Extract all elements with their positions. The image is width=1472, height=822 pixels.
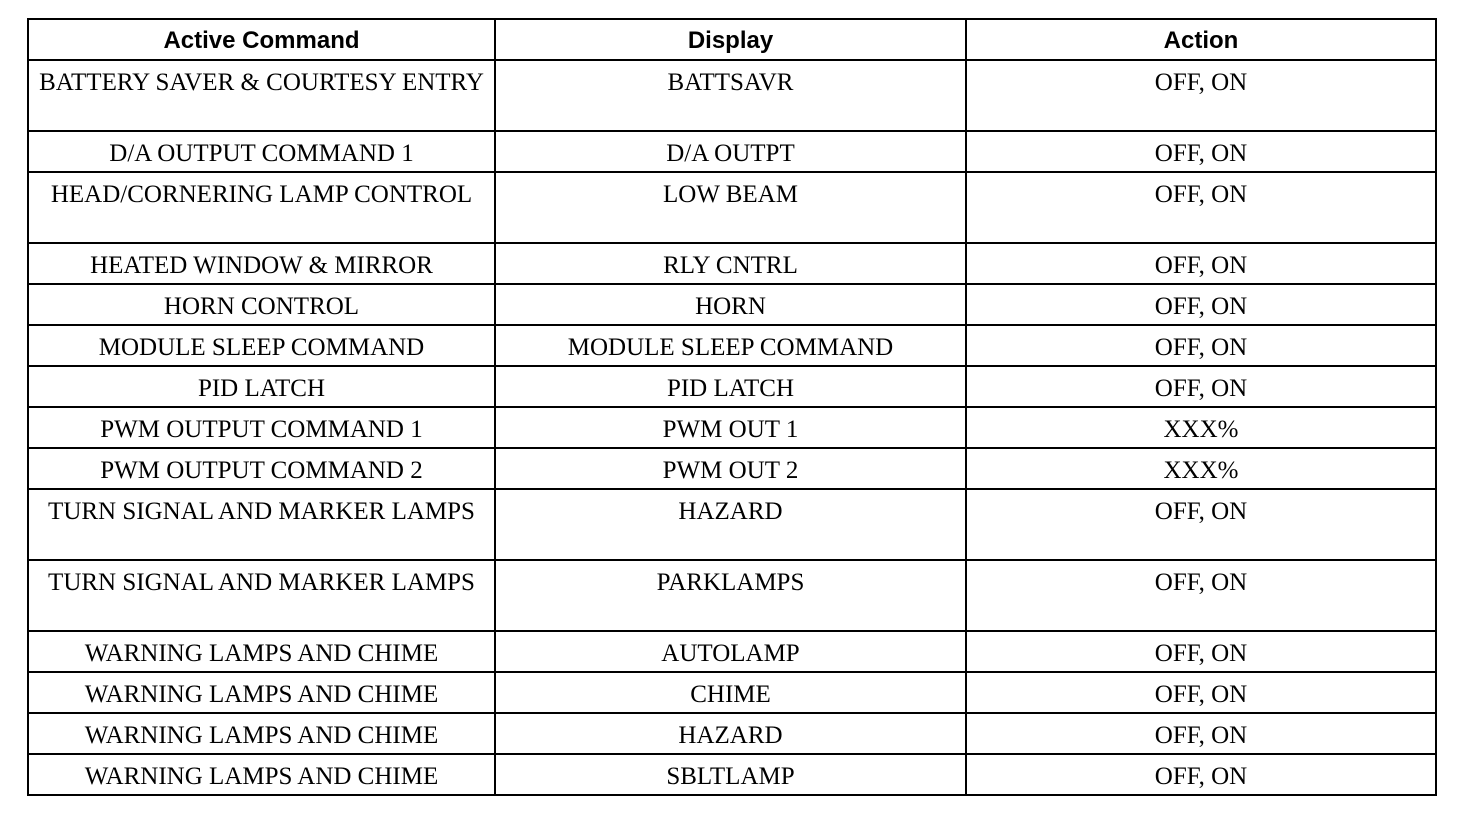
table-row (28, 754, 1436, 795)
table-row (28, 560, 1436, 631)
active-command-cell: D/A OUTPUT COMMAND 1 (28, 131, 495, 172)
active-command-cell: HEATED WINDOW & MIRROR (28, 243, 495, 284)
table-row (28, 407, 1436, 448)
table-row (28, 713, 1436, 754)
display-cell: BATTSAVR (495, 60, 966, 131)
action-cell: XXX% (966, 448, 1436, 489)
active-command-cell: WARNING LAMPS AND CHIME (28, 672, 495, 713)
display-cell: PID LATCH (495, 366, 966, 407)
table-header-row (28, 19, 1436, 60)
header-action: Action (966, 19, 1436, 60)
action-cell: OFF, ON (966, 366, 1436, 407)
active-command-cell: HORN CONTROL (28, 284, 495, 325)
active-command-cell: WARNING LAMPS AND CHIME (28, 631, 495, 672)
active-command-cell: PID LATCH (28, 366, 495, 407)
action-cell: OFF, ON (966, 713, 1436, 754)
action-cell: OFF, ON (966, 284, 1436, 325)
display-cell: LOW BEAM (495, 172, 966, 243)
active-command-cell: TURN SIGNAL AND MARKER LAMPS (28, 489, 495, 560)
table-row (28, 243, 1436, 284)
display-cell: D/A OUTPT (495, 131, 966, 172)
action-cell: OFF, ON (966, 325, 1436, 366)
display-cell: PARKLAMPS (495, 560, 966, 631)
active-command-cell: PWM OUTPUT COMMAND 2 (28, 448, 495, 489)
table-row (28, 131, 1436, 172)
active-command-cell: WARNING LAMPS AND CHIME (28, 754, 495, 795)
active-command-cell: PWM OUTPUT COMMAND 1 (28, 407, 495, 448)
header-display: Display (495, 19, 966, 60)
table-row (28, 172, 1436, 243)
active-command-cell: MODULE SLEEP COMMAND (28, 325, 495, 366)
display-cell: PWM OUT 2 (495, 448, 966, 489)
active-command-cell: BATTERY SAVER & COURTESY ENTRY (28, 60, 495, 131)
table-row (28, 489, 1436, 560)
active-command-cell: HEAD/CORNERING LAMP CONTROL (28, 172, 495, 243)
display-cell: AUTOLAMP (495, 631, 966, 672)
action-cell: OFF, ON (966, 631, 1436, 672)
action-cell: OFF, ON (966, 754, 1436, 795)
active-command-cell: WARNING LAMPS AND CHIME (28, 713, 495, 754)
action-cell: OFF, ON (966, 172, 1436, 243)
display-cell: RLY CNTRL (495, 243, 966, 284)
action-cell: OFF, ON (966, 60, 1436, 131)
display-cell: HORN (495, 284, 966, 325)
display-cell: SBLTLAMP (495, 754, 966, 795)
active-command-cell: TURN SIGNAL AND MARKER LAMPS (28, 560, 495, 631)
header-active-command: Active Command (28, 19, 495, 60)
display-cell: HAZARD (495, 713, 966, 754)
table-row (28, 448, 1436, 489)
table-row (28, 325, 1436, 366)
action-cell: OFF, ON (966, 243, 1436, 284)
table-row (28, 672, 1436, 713)
action-cell: OFF, ON (966, 131, 1436, 172)
table-row (28, 60, 1436, 131)
action-cell: OFF, ON (966, 672, 1436, 713)
action-cell: XXX% (966, 407, 1436, 448)
active-command-table (27, 18, 1437, 796)
display-cell: MODULE SLEEP COMMAND (495, 325, 966, 366)
table-row (28, 284, 1436, 325)
action-cell: OFF, ON (966, 560, 1436, 631)
table-row (28, 631, 1436, 672)
display-cell: HAZARD (495, 489, 966, 560)
display-cell: CHIME (495, 672, 966, 713)
table-row (28, 366, 1436, 407)
action-cell: OFF, ON (966, 489, 1436, 560)
display-cell: PWM OUT 1 (495, 407, 966, 448)
